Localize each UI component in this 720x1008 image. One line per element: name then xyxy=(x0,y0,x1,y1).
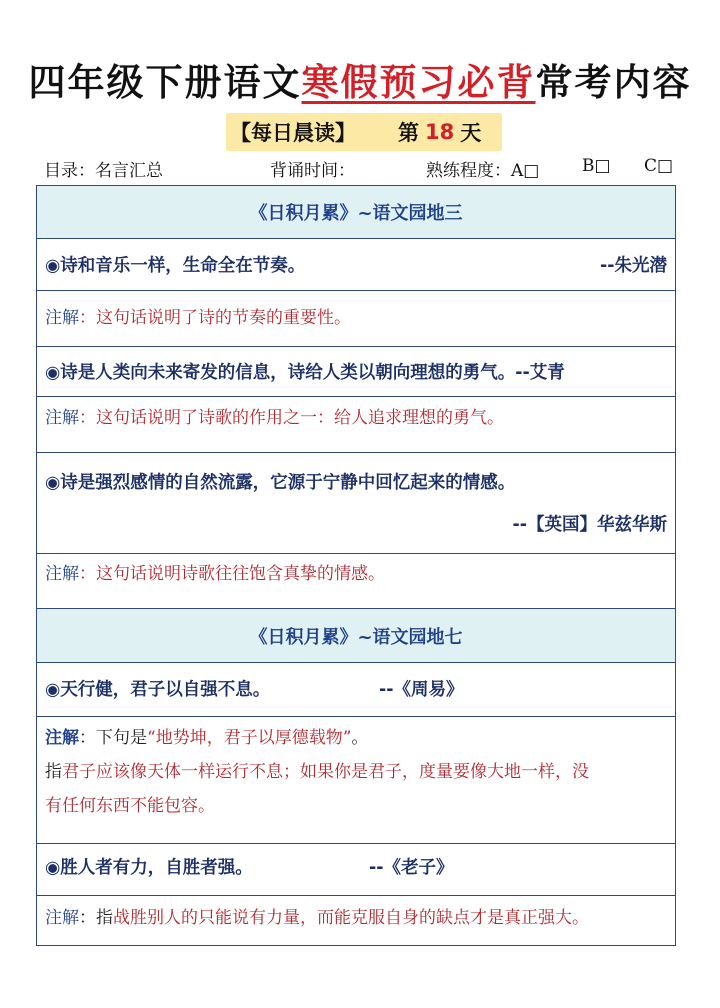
quote-author: --【英国】华兹华斯 xyxy=(512,515,667,535)
quote-text: ◉天行健，君子以自强不息。 xyxy=(45,680,271,700)
section-header xyxy=(37,609,675,663)
note-text: 战胜别人的只能说有力量，而能克服自身的缺点才是真正强大。 xyxy=(113,908,589,928)
note-text: 。 xyxy=(351,728,369,748)
quote-row xyxy=(37,844,675,896)
banner-label: 【每日晨读】 xyxy=(230,121,356,145)
note-quote: “地势坤，君子以厚德载物” xyxy=(147,728,352,748)
content-table xyxy=(36,185,676,946)
proficiency-b: B□ xyxy=(582,156,611,176)
meta-line xyxy=(44,156,684,182)
section-title: 《日积月累》~语文园地七 xyxy=(249,626,463,648)
title-suffix: 常考内容 xyxy=(535,61,692,104)
banner-tian: 天 xyxy=(460,121,482,145)
daily-reading-banner xyxy=(226,113,502,151)
quote-row xyxy=(37,239,675,291)
note-text: 有任何东西不能包容。 xyxy=(45,796,215,816)
page-title xyxy=(0,52,720,106)
section-title: 《日积月累》~语文园地三 xyxy=(249,203,463,224)
quote-author: --《周易》 xyxy=(379,680,464,700)
note-text: ：下句是 xyxy=(79,728,147,748)
quote-text: ◉诗是强烈感情的自然流露，它源于宁静中回忆起来的情感。 xyxy=(45,473,516,493)
quote-author: --朱光潜 xyxy=(599,256,667,276)
quote-text: ◉胜人者有力，自胜者强。 xyxy=(45,858,253,878)
quote-text: ◉诗和音乐一样，生命全在节奏。 xyxy=(45,256,306,276)
quote-row xyxy=(37,347,675,397)
note-row xyxy=(37,554,675,609)
proficiency-a: 熟练程度：A□ xyxy=(426,161,540,181)
note-label: 注解 xyxy=(45,308,79,328)
note-text: 君子应该像天体一样运行不息；如果你是君子，度量要像大地一样，没 xyxy=(62,762,589,782)
note-row xyxy=(37,291,675,347)
note-text: ：这句话说明了诗歌的作用之一：给人追求理想的勇气。 xyxy=(79,408,504,428)
note-label: 注解 xyxy=(45,564,79,584)
banner-di: 第 xyxy=(398,121,419,145)
section-header xyxy=(37,186,675,239)
note-text: ：这句话说明了诗的节奏的重要性。 xyxy=(79,308,351,328)
quote-author: --《老子》 xyxy=(369,858,454,878)
note-label: 注解 xyxy=(45,728,79,748)
banner-day-number: 18 xyxy=(425,120,455,144)
note-row xyxy=(37,896,675,946)
catalog-label: 目录：名言汇总 xyxy=(44,161,163,181)
note-text: ：指 xyxy=(79,908,113,928)
recite-time-label: 背诵时间： xyxy=(270,161,355,181)
note-label: 注解 xyxy=(45,908,79,928)
quote-row xyxy=(37,453,675,554)
note-row xyxy=(37,397,675,453)
note-row xyxy=(37,717,675,844)
note-text: 指 xyxy=(45,762,62,782)
note-label: 注解 xyxy=(45,408,79,428)
note-text: ：这句话说明诗歌往往饱含真挚的情感。 xyxy=(79,564,385,584)
quote-row xyxy=(37,663,675,717)
title-prefix: 四年级下册语文 xyxy=(28,61,302,104)
title-highlight: 寒假预习必背 xyxy=(301,61,536,104)
proficiency-c: C□ xyxy=(644,156,674,176)
quote-text: ◉诗是人类向未来寄发的信息，诗给人类以朝向理想的勇气。--艾青 xyxy=(45,363,565,383)
